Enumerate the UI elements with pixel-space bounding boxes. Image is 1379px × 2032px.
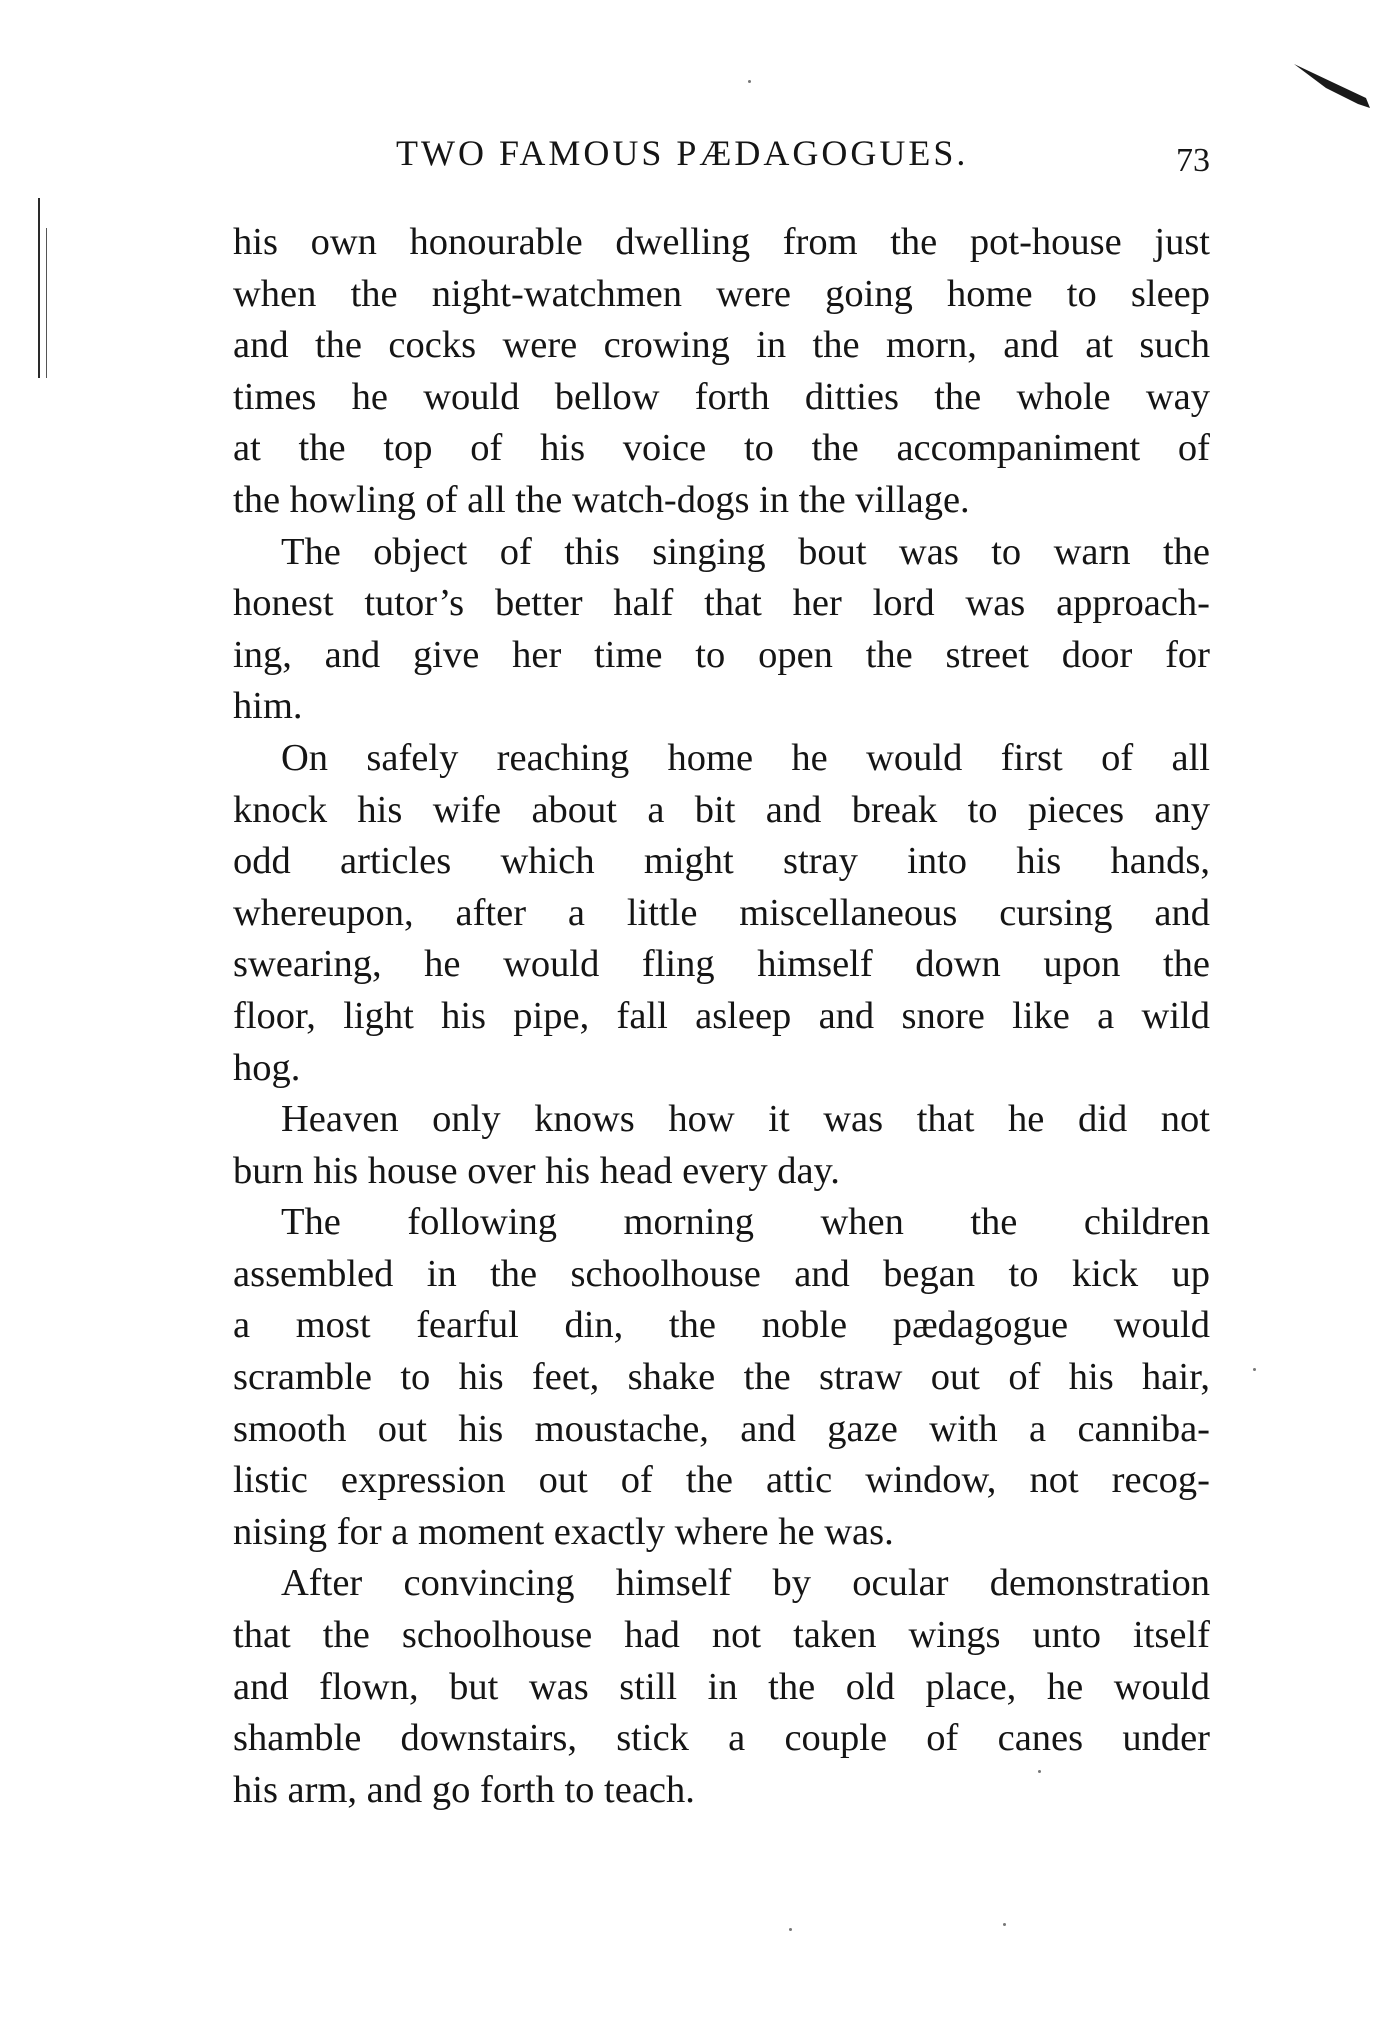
text-line: listic expression out of the attic window, not recog-	[233, 1459, 1210, 1502]
text-line: The following morning when the children	[281, 1201, 1210, 1244]
text-line: his own honourable dwelling from the pot-house just	[233, 221, 1210, 263]
text-line: shamble downstairs, stick a couple of canes under	[233, 1717, 1210, 1760]
margin-rule-thin	[46, 228, 47, 378]
paragraph	[233, 733, 1210, 1094]
text-line: whereupon, after a little miscellaneous cursing and	[233, 891, 1210, 934]
text-line: and flown, but was still in the old place, he would	[233, 1665, 1210, 1708]
scan-speck	[1253, 1368, 1256, 1371]
text-line: his arm, and go forth to teach.	[233, 1768, 695, 1811]
text-line: hog.	[233, 1046, 301, 1089]
text-line: assembled in the schoolhouse and began to kick up	[233, 1252, 1210, 1295]
text-line: when the night-watchmen were going home to sleep	[233, 272, 1210, 315]
scan-speck	[789, 1928, 792, 1931]
text-line: floor, light his pipe, fall asleep and snore like a wild	[233, 994, 1210, 1037]
paragraph	[233, 1094, 1210, 1197]
text-line: odd articles which might stray into his hands,	[233, 840, 1210, 883]
scan-speck	[1003, 1923, 1006, 1926]
running-head-title: TWO FAMOUS PÆDAGOGUES.	[396, 133, 969, 173]
text-line: a most fearful din, the noble pædagogue would	[233, 1304, 1210, 1347]
paragraph	[233, 1197, 1210, 1558]
text-line: him.	[233, 685, 303, 728]
text-line: ing, and give her time to open the street door for	[233, 633, 1210, 676]
page-number: 73	[1176, 142, 1210, 179]
text-line: the howling of all the watch-dogs in the village.	[233, 478, 970, 521]
text-line: The object of this singing bout was to warn the	[281, 530, 1210, 573]
running-head	[230, 128, 1210, 178]
scan-speck	[1038, 1770, 1041, 1773]
margin-rule	[38, 198, 40, 378]
text-line: On safely reaching home he would first of all	[281, 736, 1210, 779]
text-line: burn his house over his head every day.	[233, 1149, 840, 1192]
text-line: After convincing himself by ocular demonstration	[281, 1562, 1210, 1605]
text-line: swearing, he would fling himself down upon the	[233, 943, 1210, 986]
text-line: honest tutor’s better half that her lord was approach-	[233, 582, 1210, 625]
text-line: nising for a moment exactly where he was.	[233, 1510, 894, 1553]
text-line: that the schoolhouse had not taken wings unto itself	[233, 1614, 1210, 1657]
paragraph	[233, 1558, 1210, 1816]
text-line: times he would bellow forth ditties the whole way	[233, 375, 1210, 418]
text-line: and the cocks were crowing in the morn, and at such	[233, 324, 1210, 367]
text-line: scramble to his feet, shake the straw out of his hair,	[233, 1356, 1210, 1399]
text-line: at the top of his voice to the accompaniment of	[233, 427, 1210, 470]
paragraph	[233, 217, 1210, 527]
corner-pen-mark-icon	[1292, 60, 1372, 120]
paragraph	[233, 527, 1210, 733]
body-text	[233, 217, 1210, 1816]
scan-speck	[748, 80, 751, 83]
text-line: Heaven only knows how it was that he did not	[281, 1098, 1210, 1141]
text-line: smooth out his moustache, and gaze with a canniba-	[233, 1407, 1210, 1450]
text-line: knock his wife about a bit and break to pieces any	[233, 788, 1210, 831]
